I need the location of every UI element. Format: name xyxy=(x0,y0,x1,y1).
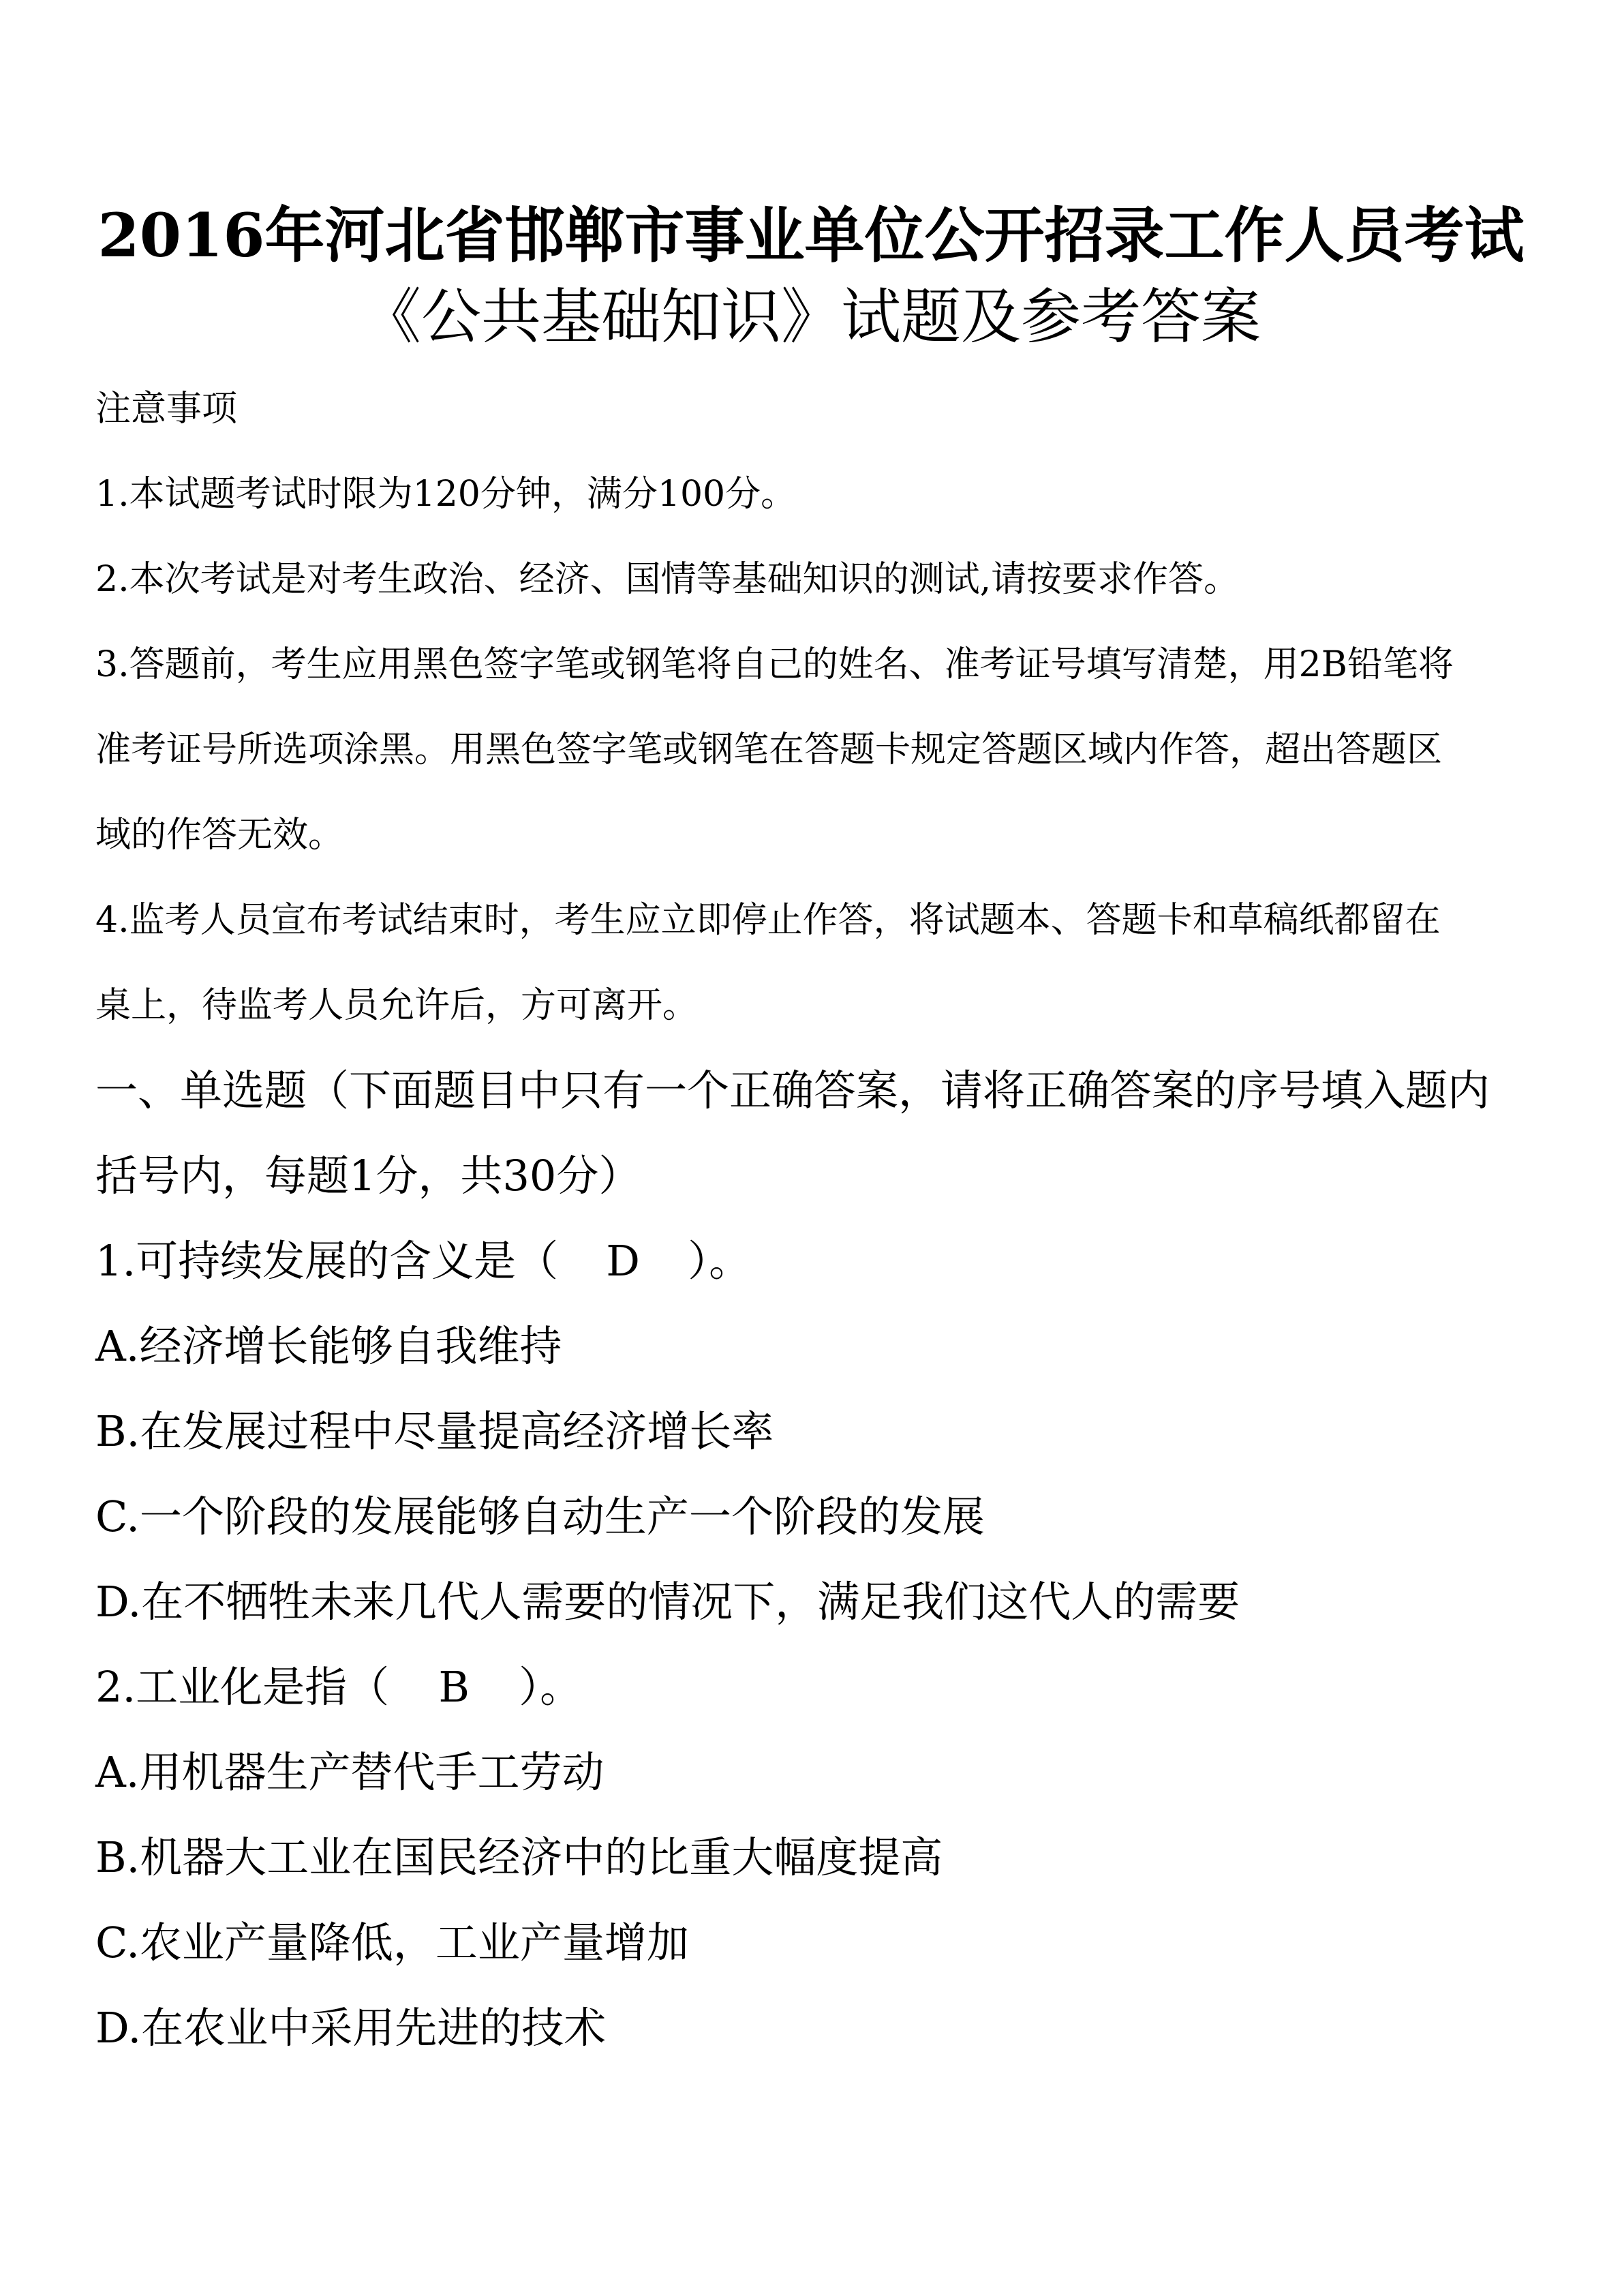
option-b: B.在发展过程中尽量提高经济增长率 xyxy=(95,1406,774,1456)
page-subtitle: 《公共基础知识》试题及参考答案 xyxy=(361,282,1261,352)
section-heading-cont: 括号内，每题1分，共30分） xyxy=(95,1151,641,1200)
notice-heading: 注意事项 xyxy=(95,389,238,429)
question-stem-prefix: 1.可持续发展的含义是（ xyxy=(95,1236,559,1286)
option-c: C.农业产量降低，工业产量增加 xyxy=(95,1918,689,1967)
option-a: A.经济增长能够自我维持 xyxy=(95,1321,562,1371)
question-stem-suffix: ）。 xyxy=(519,1662,583,1712)
notice-line: 桌上，待监考人员允许后，方可离开。 xyxy=(95,985,699,1026)
notice-line: 1.本试题考试时限为120分钟，满分100分。 xyxy=(95,474,797,515)
question-stem-prefix: 2.工业化是指（ xyxy=(95,1662,390,1712)
section-heading: 一、单选题（下面题目中只有一个正确答案，请将正确答案的序号填入题内 xyxy=(95,1066,1490,1115)
option-d: D.在不牺牲未来几代人需要的情况下，满足我们这代人的需要 xyxy=(95,1577,1240,1627)
notice-line: 准考证号所选项涂黑。用黑色签字笔或钢笔在答题卡规定答题区域内作答，超出答题区 xyxy=(95,729,1443,770)
notice-line: 3.答题前，考生应用黑色签字笔或钢笔将自己的姓名、准考证号填写清楚，用2B铅笔将 xyxy=(95,644,1454,685)
option-c: C.一个阶段的发展能够自动生产一个阶段的发展 xyxy=(95,1492,985,1541)
question-stem xyxy=(95,1234,751,1288)
page-title: 2016年河北省邯郸市事业单位公开招录工作人员考试 xyxy=(97,200,1525,271)
option-a: A.用机器生产替代手工劳动 xyxy=(95,1747,605,1797)
answer-mark: B xyxy=(438,1662,470,1712)
question-stem-suffix: ）。 xyxy=(688,1236,752,1286)
option-d: D.在农业中采用先进的技术 xyxy=(95,2003,607,2053)
notice-line: 4.监考人员宣布考试结束时，考生应立即停止作答，将试题本、答题卡和草稿纸都留在 xyxy=(95,900,1441,941)
answer-mark: D xyxy=(606,1236,641,1286)
notice-line: 域的作答无效。 xyxy=(95,815,344,856)
option-b: B.机器大工业在国民经济中的比重大幅度提高 xyxy=(95,1832,943,1882)
question-stem xyxy=(95,1660,582,1715)
notice-line: 2.本次考试是对考生政治、经济、国情等基础知识的测试,请按要求作答。 xyxy=(95,559,1240,600)
